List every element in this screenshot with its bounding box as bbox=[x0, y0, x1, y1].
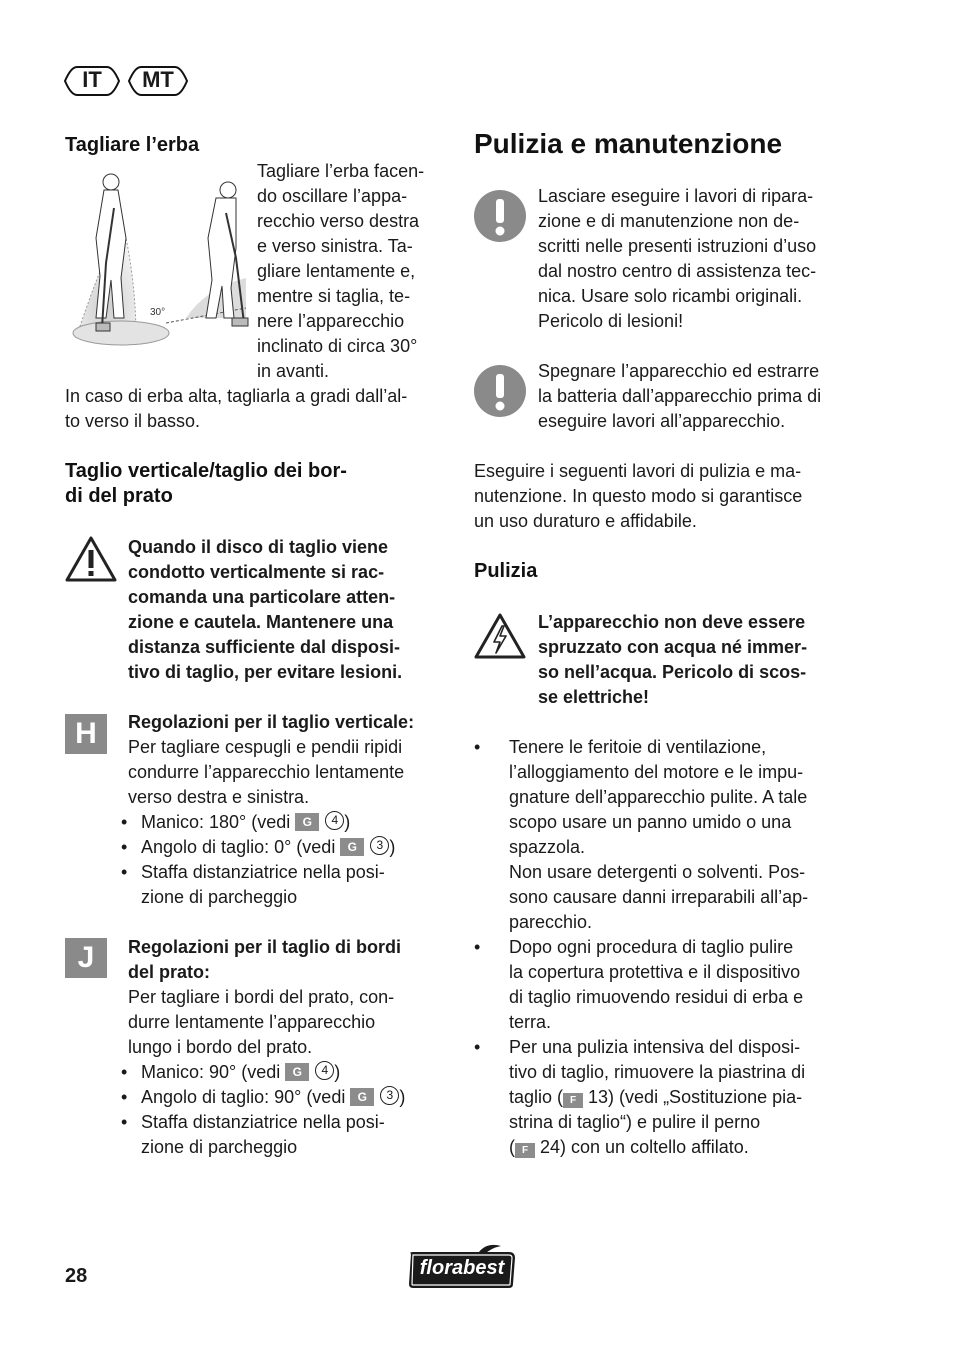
vertical-cut-warning: Quando il disco di taglio viene condotto verticalmente si rac- comanda una particolare atten- zione e cautela. Mantenere una distanza sufficiente dal disposi- tivo di taglio, per evitare lesioni. bbox=[128, 537, 403, 682]
notice-1-text: Lasciare eseguire i lavori di ripara- zione e di manutenzione non de- scritti nelle presenti istruzioni d’uso dal nostro centro di assistenza tec- nica. Usare solo ricambi originali. Pericolo di lesioni! bbox=[538, 186, 817, 331]
brand-logo: florabest bbox=[405, 1244, 519, 1290]
lang-badge-mt: MT bbox=[127, 66, 189, 94]
section-heading-tagliare: Tagliare l’erba bbox=[65, 134, 200, 156]
block-h-text: Regolazioni per il taglio verticale: Per tagliare cespugli e pendii ripidi condurre l’apparecchio lentamente verso destra e sinistra. bbox=[128, 712, 415, 807]
exclamation-notice-icon bbox=[474, 190, 526, 242]
figure-ref-g: G bbox=[350, 1088, 374, 1106]
block-h-bullets bbox=[121, 810, 461, 910]
electric-warning-text: L’apparecchio non deve essere spruzzato con acqua né immer- so nell’acqua. Pericolo di scos- se elettriche! bbox=[538, 612, 808, 707]
angle-label: 30° bbox=[150, 307, 166, 318]
block-j-bullets bbox=[121, 1060, 461, 1160]
figure-ref-g: G bbox=[340, 838, 364, 856]
figure-ref-g: G bbox=[285, 1063, 309, 1081]
circled-number: 4 bbox=[325, 811, 344, 830]
figure-letter-j: J bbox=[65, 938, 107, 978]
list-item: • Dopo ogni procedura di taglio pulire la copertura protettiva e il dispositivo di taglio rimuovendo residui di erba e terra. bbox=[474, 935, 874, 1035]
circled-number: 4 bbox=[315, 1061, 334, 1080]
section1-after-text: In caso di erba alta, tagliarla a gradi dall’al- to verso il basso. bbox=[65, 386, 408, 431]
section-heading-taglio-verticale: Taglio verticale/taglio dei bor- di del prato bbox=[65, 460, 347, 507]
list-item: • Manico: 90° (vedi G 4 ) bbox=[121, 1060, 461, 1085]
electric-warning-icon bbox=[474, 612, 526, 660]
figure-ref-f: F bbox=[515, 1143, 535, 1158]
section-heading-pulizia: Pulizia bbox=[474, 560, 538, 582]
warning-triangle-icon bbox=[65, 535, 117, 583]
figure-letter-h: H bbox=[65, 714, 107, 754]
section1-wrap-text: Tagliare l’erba facen- do oscillare l’appa- recchio verso destra e verso sinistra. Ta- gliare lentamente e, mentre si taglia, te- nere l’apparecchio inclinato di circa 30° in avanti. bbox=[257, 161, 425, 381]
intro-text: Eseguire i seguenti lavori di pulizia e ma- nutenzione. In questo modo si garantisce un uso duraturo e affidabile. bbox=[474, 461, 803, 531]
page-number: 28 bbox=[65, 1265, 88, 1287]
list-item: • Staffa distanziatrice nella posi- zione di parcheggio bbox=[121, 1110, 461, 1160]
page-title: Pulizia e manutenzione bbox=[474, 128, 783, 159]
cleaning-bullets bbox=[474, 735, 874, 1160]
list-item: • Per una pulizia intensiva del disposi- tivo di taglio, rimuovere la piastrina di taglio ( F 13) (vedi „Sostituzione pia- strina di taglio“) e pulire il perno ( F 24) con un coltello affilato. bbox=[474, 1035, 874, 1160]
list-item: • Angolo di taglio: 0° (vedi G 3 ) bbox=[121, 835, 461, 860]
trimming-illustration bbox=[66, 168, 252, 348]
figure-ref-g: G bbox=[295, 813, 319, 831]
circled-number: 3 bbox=[380, 1086, 399, 1105]
figure-ref-f: F bbox=[563, 1093, 583, 1108]
exclamation-notice-icon bbox=[474, 365, 526, 417]
block-j-text: Regolazioni per il taglio di bordi del prato: Per tagliare i bordi del prato, con- durre lentamente l’apparecchio lungo i bordo del prato. bbox=[128, 937, 402, 1057]
lang-badge-it: IT bbox=[63, 66, 121, 94]
list-item: • Staffa distanziatrice nella posi- zione di parcheggio bbox=[121, 860, 461, 910]
list-item: • Angolo di taglio: 90° (vedi G 3 ) bbox=[121, 1085, 461, 1110]
list-item: • Manico: 180° (vedi G 4 ) bbox=[121, 810, 461, 835]
circled-number: 3 bbox=[370, 836, 389, 855]
list-item: • Tenere le feritoie di ventilazione, l’alloggiamento del motore e le impu- gnature dell’apparecchio pulite. A tale scopo usare un panno umido o una spazzola. Non usare detergenti o solventi. Pos- sono causare danni irreparabili all’ap- parecchio. bbox=[474, 735, 874, 935]
notice-2-text: Spegnare l’apparecchio ed estrarre la batteria dall’apparecchio prima di eseguire lavori all’apparecchio. bbox=[538, 361, 822, 431]
